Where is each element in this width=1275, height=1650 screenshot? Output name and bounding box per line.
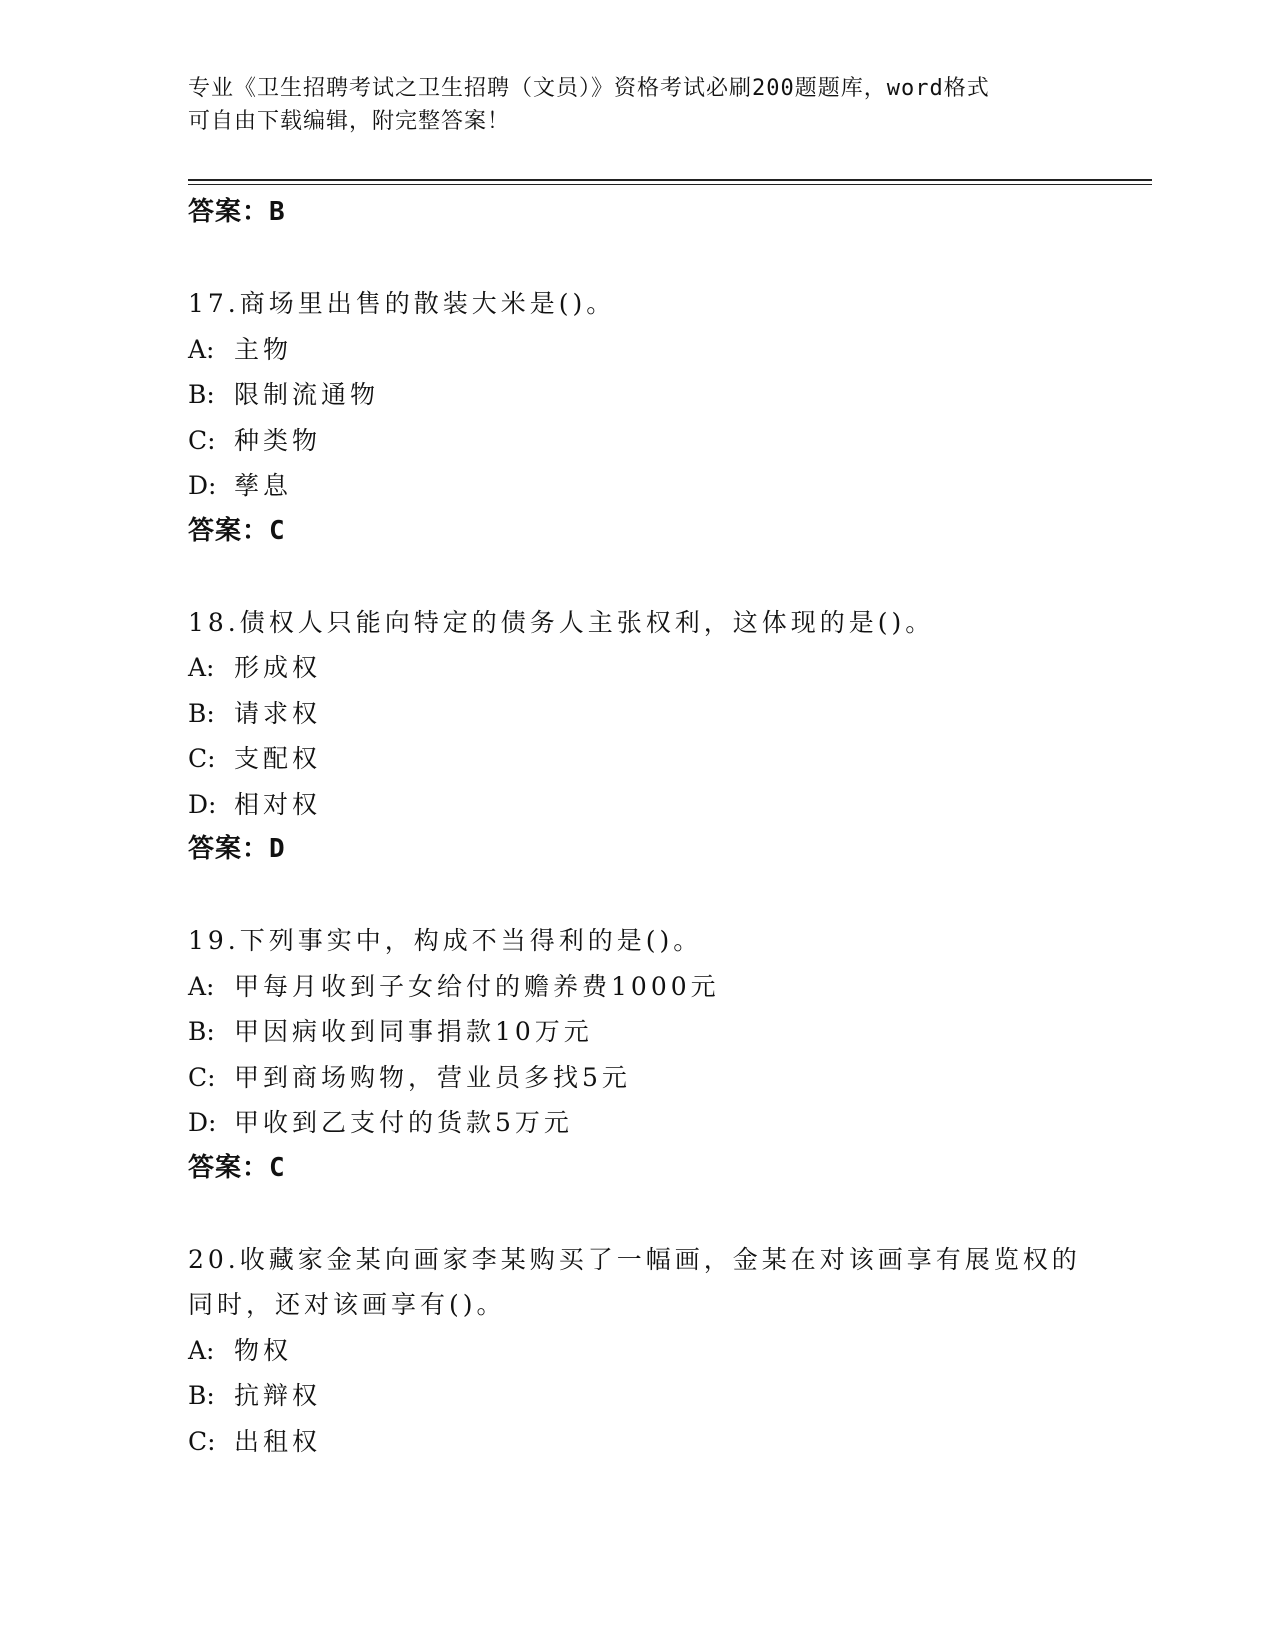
option-text: 孳息 xyxy=(234,471,293,500)
question-17 xyxy=(188,281,1152,554)
option-text: 种类物 xyxy=(234,425,322,455)
option-d xyxy=(188,1100,1152,1146)
spacer xyxy=(188,1191,1152,1237)
option-label: A: xyxy=(188,971,215,1001)
option-label: D: xyxy=(188,1108,217,1137)
option-c xyxy=(188,736,1152,782)
option-c xyxy=(188,1419,1152,1465)
question-stem: 19.下列事实中，构成不当得利的是()。 xyxy=(188,926,703,955)
option-label: C: xyxy=(188,1062,216,1092)
question-20 xyxy=(188,1237,1152,1465)
spacer xyxy=(188,554,1152,600)
option-text: 甲每月收到子女给付的赡养费1000元 xyxy=(234,971,720,1001)
option-label: D: xyxy=(188,471,217,500)
option-d xyxy=(188,782,1152,828)
option-a xyxy=(188,645,1152,691)
option-text: 甲收到乙支付的货款5万元 xyxy=(234,1108,573,1137)
option-c xyxy=(188,1055,1152,1101)
header-line-1: 专业《卫生招聘考试之卫生招聘（文员）》资格考试必刷200题题库，word格式 xyxy=(188,76,990,101)
question-stem-line-1: 20.收藏家金某向画家李某购买了一幅画，金某在对该画享有展览权的 xyxy=(188,1244,1081,1274)
option-text: 限制流通物 xyxy=(234,380,380,409)
option-b xyxy=(188,1373,1152,1419)
option-text: 支配权 xyxy=(234,744,322,773)
option-label: A: xyxy=(188,653,215,682)
option-c xyxy=(188,418,1152,464)
spacer xyxy=(188,873,1152,919)
header-rule-thin xyxy=(188,184,1152,185)
option-label: B: xyxy=(188,1017,215,1046)
option-label: C: xyxy=(188,1426,216,1456)
header-line-2: 可自由下载编辑，附完整答案！ xyxy=(188,109,511,134)
answer-17: 答案：C xyxy=(188,515,286,546)
option-label: C: xyxy=(188,425,216,455)
question-19 xyxy=(188,918,1152,1191)
option-a xyxy=(188,1328,1152,1374)
option-text: 请求权 xyxy=(234,698,322,728)
option-b xyxy=(188,372,1152,418)
option-b xyxy=(188,691,1152,737)
option-label: A: xyxy=(188,1335,215,1365)
option-text: 甲到商场购物，营业员多找5元 xyxy=(234,1062,631,1092)
option-b xyxy=(188,1009,1152,1055)
option-label: A: xyxy=(188,334,215,364)
answer-18: 答案：D xyxy=(188,834,286,864)
option-text: 形成权 xyxy=(234,653,322,682)
option-d xyxy=(188,463,1152,509)
option-text: 甲因病收到同事捐款10万元 xyxy=(234,1017,593,1046)
answer-19: 答案：C xyxy=(188,1152,286,1183)
answer-previous: 答案：B xyxy=(188,197,286,227)
option-label: B: xyxy=(188,1381,215,1410)
spacer xyxy=(188,236,1152,282)
option-text: 相对权 xyxy=(234,789,322,819)
option-label: B: xyxy=(188,380,215,409)
option-text: 物权 xyxy=(234,1335,293,1365)
question-18 xyxy=(188,600,1152,873)
header-rule-thick xyxy=(188,179,1152,181)
option-label: D: xyxy=(188,789,217,819)
option-a xyxy=(188,327,1152,373)
option-text: 主物 xyxy=(234,334,293,364)
option-text: 出租权 xyxy=(234,1426,322,1456)
question-stem: 17.商场里出售的散装大米是()。 xyxy=(188,289,616,318)
option-text: 抗辩权 xyxy=(234,1381,322,1410)
option-label: B: xyxy=(188,698,215,728)
question-stem: 18.债权人只能向特定的债务人主张权利，这体现的是()。 xyxy=(188,607,935,637)
option-label: C: xyxy=(188,744,216,773)
question-stem-line-2: 同时，还对该画享有()。 xyxy=(188,1290,506,1319)
document-header xyxy=(188,72,1068,138)
option-a xyxy=(188,964,1152,1010)
question-list xyxy=(188,190,1152,1464)
